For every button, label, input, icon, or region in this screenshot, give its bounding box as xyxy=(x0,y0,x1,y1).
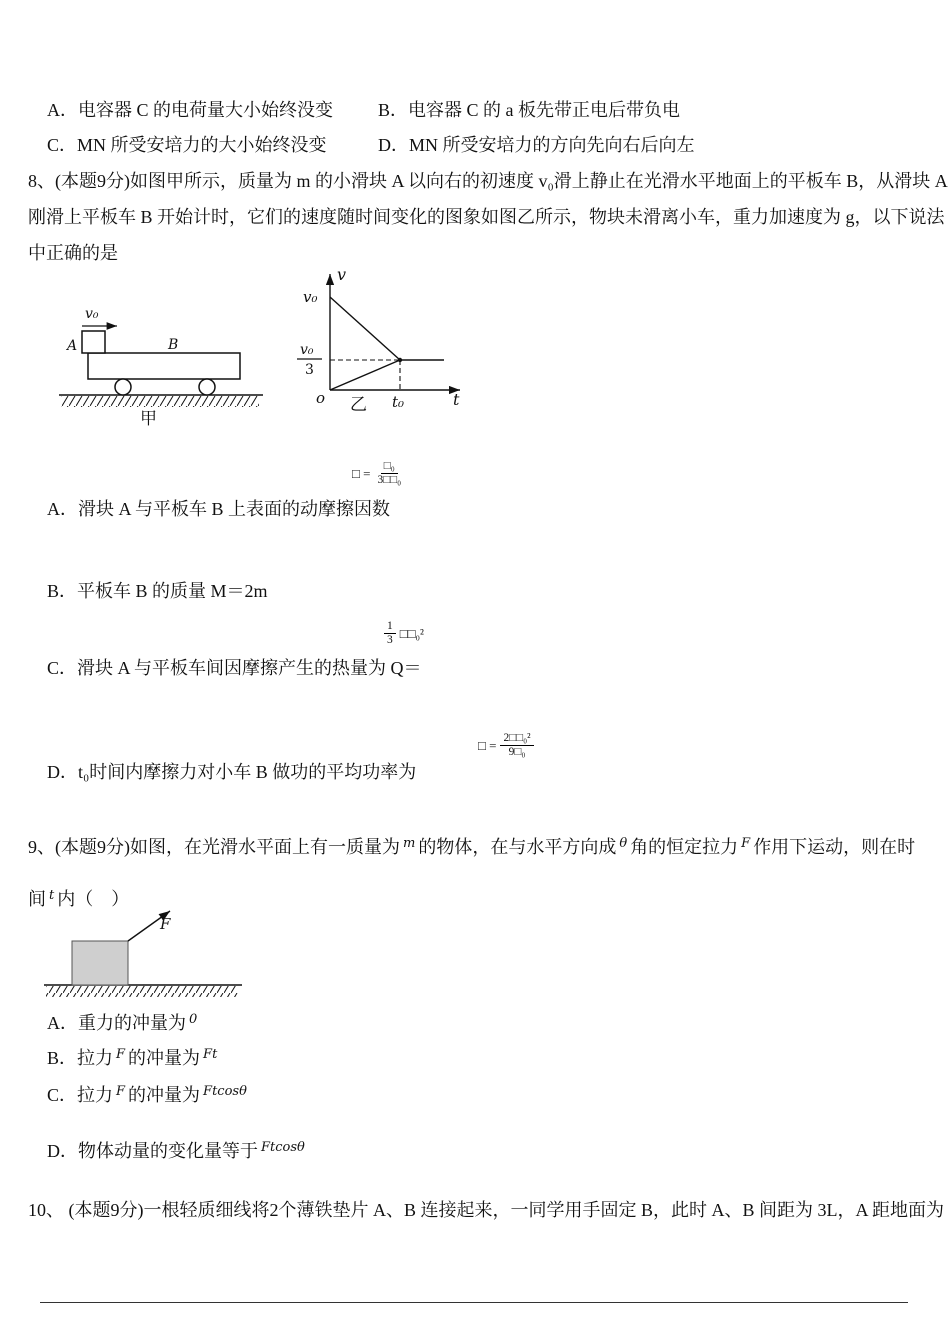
ground-hatching xyxy=(46,986,238,997)
q9a-text: A．重力的冲量为 xyxy=(47,1013,186,1033)
q9-figure-block xyxy=(42,903,257,1004)
q9-text-5: 间 xyxy=(28,889,46,909)
q9-option-d xyxy=(47,1140,308,1163)
q9-text-3: 角的恒定拉力 xyxy=(630,837,739,857)
origin-label: o xyxy=(316,389,326,407)
q8-option-d: D．t₀时间内摩擦力对小车 B 做功的平均功率为 xyxy=(47,762,417,782)
q7-option-b: B．电容器 C 的 a 板先带正电后带负电 xyxy=(378,100,680,120)
q9-stem-line1 xyxy=(28,836,915,859)
block-a xyxy=(82,331,105,353)
q8-option-b: B．平板车 B 的质量 M＝2m xyxy=(47,581,268,601)
formula-mu-denominator: 3□□₀ xyxy=(377,474,402,487)
q9-text-2: 的物体，在与水平方向成 xyxy=(418,837,617,857)
intersection-point xyxy=(398,358,402,362)
q9-text-1: 9、(本题9分)如图，在光滑水平面上有一质量为 xyxy=(28,837,400,857)
q9-option-c xyxy=(47,1084,250,1107)
block-a-label: A xyxy=(67,338,78,354)
figure-jia-caption: 甲 xyxy=(140,409,157,428)
formula-q-numerator: 1 xyxy=(384,620,396,634)
formula-mu-numerator: □₀ xyxy=(381,460,398,474)
force-label: F xyxy=(160,915,171,933)
q7-option-d: D．MN 所受安培力的方向先向右后向左 xyxy=(378,135,695,155)
accelerating-line xyxy=(330,360,400,390)
q8-formula-p xyxy=(478,732,534,759)
q8-figure-cart xyxy=(55,296,275,433)
q8-option-a: A．滑块 A 与平板车 B 上表面的动摩擦因数 xyxy=(47,499,391,519)
q7-option-c: C．MN 所受安培力的大小始终没变 xyxy=(47,135,327,155)
q8-stem-line3: 中正确的是 xyxy=(28,243,118,263)
formula-q-fraction xyxy=(384,620,396,647)
block xyxy=(72,941,128,985)
cart-wheel-left xyxy=(115,379,131,395)
var-f: F xyxy=(741,836,751,851)
cart-body xyxy=(88,353,240,379)
v0-over-3-den: 3 xyxy=(305,362,314,378)
var-theta: θ xyxy=(619,836,628,851)
formula-p-lhs: □ = xyxy=(478,737,497,753)
q10-stem-line1: 10、 (本题9分)一根轻质细线将2个薄铁垫片 A、B 连接起来，一同学用手固定 B，此时 A、B 间距为 3L，A 距地面为 xyxy=(28,1200,945,1220)
formula-p-denominator: 9□₀ xyxy=(508,746,526,759)
var-m: m xyxy=(403,836,416,851)
q9c-var-f: F xyxy=(116,1084,126,1099)
q9b-text-1: B．拉力 xyxy=(47,1048,114,1068)
q9-text-6: 内（ ） xyxy=(57,889,130,909)
block-force-diagram xyxy=(42,903,257,999)
q9c-value: Ftcosθ xyxy=(203,1084,247,1099)
cart-wheel-right xyxy=(199,379,215,395)
v-axis-label: v xyxy=(337,265,347,284)
formula-mu-fraction xyxy=(374,460,404,487)
formula-mu-lhs: □ = xyxy=(352,465,371,481)
vt-graph xyxy=(270,262,480,427)
cart-diagram xyxy=(55,296,275,428)
q8-stem-line2: 刚滑上平板车 B 开始计时，它们的速度随时间变化的图象如图乙所示，物块未滑离小车，重力加速度为 g，以下说法 xyxy=(28,207,945,227)
q8-option-c: C．滑块 A 与平板车间因摩擦产生的热量为 Q＝ xyxy=(47,658,422,678)
formula-q-denominator: 3 xyxy=(387,634,393,647)
q7-option-a: A．电容器 C 的电荷量大小始终没变 xyxy=(47,100,334,120)
decelerating-line xyxy=(330,297,400,360)
v0-axis-label: v₀ xyxy=(303,288,318,306)
formula-p-numerator: 2□□₀² xyxy=(500,732,533,746)
page-bottom-rule xyxy=(40,1302,908,1303)
q9b-value: Ft xyxy=(203,1047,218,1062)
t0-label: t₀ xyxy=(392,393,405,411)
var-t: t xyxy=(49,888,55,903)
t-axis-label: t xyxy=(453,390,460,409)
v0-label: v₀ xyxy=(85,306,99,322)
q9-option-a xyxy=(47,1012,200,1035)
q8-formula-q xyxy=(384,620,424,647)
q8-figure-graph xyxy=(270,262,480,432)
q8-formula-mu xyxy=(352,460,404,487)
q9-text-4: 作用下运动，则在时 xyxy=(753,837,916,857)
q9d-value: Ftcosθ xyxy=(261,1140,305,1155)
formula-p-fraction xyxy=(500,732,533,759)
formula-q-rest: □□₀² xyxy=(399,625,424,641)
q9c-text-2: 的冲量为 xyxy=(128,1085,201,1105)
cart-b-label: B xyxy=(168,337,179,353)
q9b-var-f: F xyxy=(116,1047,126,1062)
ground-hatching xyxy=(61,396,259,407)
q8-stem-line1: 8、(本题9分)如图甲所示，质量为 m 的小滑块 A 以向右的初速度 v₀滑上静止在光滑水平地面上的平板车 B，从滑块 A xyxy=(28,171,948,191)
q9b-text-2: 的冲量为 xyxy=(128,1048,201,1068)
v0-over-3-num: v₀ xyxy=(300,342,314,358)
figure-yi-caption: 乙 xyxy=(350,395,367,415)
q9-option-b xyxy=(47,1047,220,1070)
q9c-text-1: C．拉力 xyxy=(47,1085,114,1105)
q9d-text: D．物体动量的变化量等于 xyxy=(47,1141,258,1161)
q9a-value: 0 xyxy=(189,1012,198,1027)
